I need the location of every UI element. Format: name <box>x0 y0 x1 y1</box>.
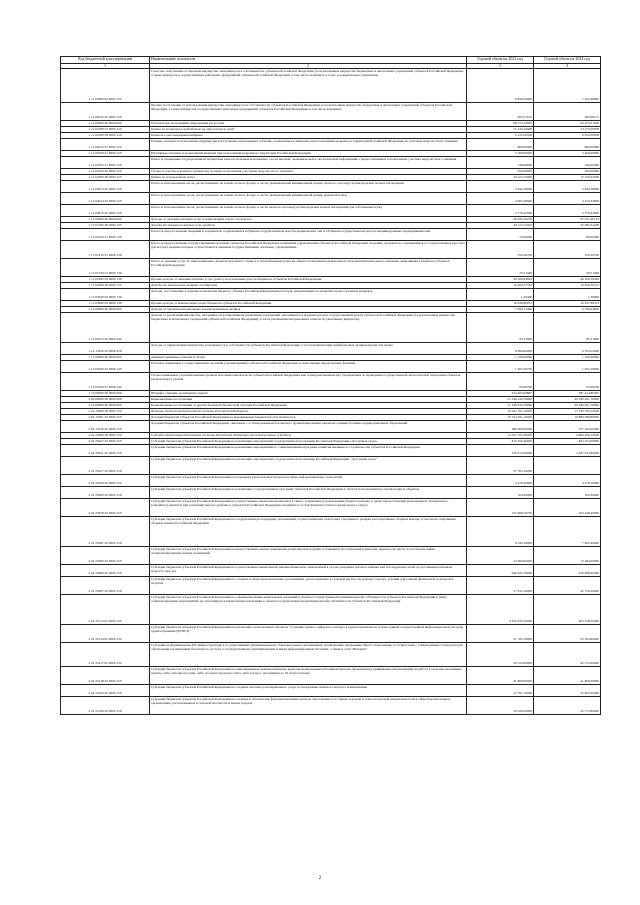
row-value-2023: 11 021 931,00000 <box>467 432 534 438</box>
row-value-2023: 4 476,50000 <box>467 474 534 486</box>
row-name: Субсидии бюджетам субъектов Российской Федерации на государственную поддержку организаций, осуществляющих подготовку спортивного резерва для спортивных сборных команд, в том числе спортивных сборных команд Российской Федерации <box>150 516 467 546</box>
row-name: Доходы от реализации имущества, находящегося в оперативном управлении учреждений, находящихся в ведении органов государственной власти субъектов Российской Федерации (за исключением имущества бюджетных и автономных учреждений субъектов Российской Федерации), в части реализации материальных запасов по указанному имуществу <box>150 312 467 342</box>
row-name: Субсидии на формирование ИТ-инфраструктуры в государственных (муниципальных) образовательных организациях, реализующих программы общего образования, в соответствии с утвержденным стандартом для обеспечения в помещениях безопасного доступа к государственным, муниципальным и иным информационным системам, а также к сети "Интернет" <box>150 642 467 666</box>
row-value-2024: 7 102,46800 <box>534 68 601 102</box>
row-code: 1 12 02012 01 0000 120 <box>61 138 150 150</box>
row-value-2024: 32 082,54400 <box>534 222 601 228</box>
row-code: 1 12 00000 00 0000 000 <box>61 120 150 126</box>
header-name: Наименование показателя <box>150 57 467 64</box>
row-value-2023: 16 553 491,10000 <box>467 414 534 420</box>
row-value-2023: 104,30000 <box>467 486 534 498</box>
row-code: 2 02 15010 02 0000 150 <box>61 420 150 432</box>
row-value-2023: 85,11900 <box>467 312 534 342</box>
row-code: 2 02 25081 02 0000 150 <box>61 516 150 546</box>
header-code: Код бюджетной классификации <box>61 57 150 64</box>
row-name: Доходы от компенсации затрат государства <box>150 282 467 288</box>
row-value-2024: 381 414,80465 <box>534 390 601 396</box>
row-value-2023: 6 545,10000 <box>467 516 534 546</box>
row-value-2024: 32 903,20000 <box>534 684 601 696</box>
row-code: 1 12 01000 01 0000 120 <box>61 126 150 132</box>
row-value-2024: 74 273,09000 <box>534 126 601 132</box>
row-name: Штрафы, санкции, возмещение ущерба <box>150 390 467 396</box>
row-name: Плата за оказание услуг по присоединению объектов дорожного сервиса к автомобильным дорогам общего пользования регионального или межмуниципального значения, зачисляемая в бюджеты субъектов Российской Федерации <box>150 258 467 276</box>
row-value-2024: 16 647,86313 <box>534 300 601 306</box>
row-code: 1 14 02072 02 0000 440 <box>61 312 150 342</box>
row-code: 2 02 25113 02 0000 150 <box>61 594 150 624</box>
row-value-2024: 4 476,50000 <box>534 474 601 486</box>
row-value-2023: 21 765,10000 <box>467 624 534 642</box>
row-code: 1 15 02020 02 0000 140 <box>61 360 150 372</box>
row-value-2024: 4 152,33000 <box>534 192 601 204</box>
column-number-1: 1 <box>61 63 150 68</box>
table-row <box>61 240 601 258</box>
row-value-2023: 292,00000 <box>467 168 534 174</box>
table-row <box>61 684 601 696</box>
row-code: 2 02 25163 02 0000 150 <box>61 684 150 696</box>
row-value-2024 <box>534 456 601 474</box>
row-code: 1 13 02000 00 0000 130 <box>61 282 150 288</box>
row-value-2024: 49 189 061,76000 <box>534 402 601 408</box>
row-value-2023: 4 352 035,50000 <box>467 594 534 624</box>
row-name: Субсидии бюджетам субъектов Российской Федерации на осуществление ежемесячной выплаты в связи с рождением (усыновлением) первого ребенка, в целях предоставления регионального материнского (семейного) капитала при рождении третьего ребенка в субъектах Российской Федерации, входящих в состав Дальневосточного федерального округа <box>150 498 467 516</box>
row-value-2024: 2 776,32000 <box>534 204 601 216</box>
column-number-4: 4 <box>534 63 601 68</box>
row-value-2023: 37 763,10200 <box>467 456 534 474</box>
row-value-2023: 19 528,20000 <box>467 696 534 714</box>
row-value-2024: 1 190,96000 <box>534 354 601 360</box>
row-value-2023: 640 022,70000 <box>467 564 534 576</box>
table-row <box>61 102 601 120</box>
row-code: 2 02 25027 02 0000 150 <box>61 456 150 474</box>
row-code: 2 02 25021 02 0000 150 <box>61 444 150 456</box>
row-name: Плата за предоставление сведений и документов, содержащихся в Едином государственном реестре юридических лиц и в Едином государственном реестре индивидуальных предпринимателей <box>150 228 467 240</box>
table-row <box>61 180 601 192</box>
row-code: 1 15 00000 00 0000 000 <box>61 354 150 360</box>
header-2024: Годовой объем на 2024 год <box>534 57 601 64</box>
row-value-2024: 40 109,56300 <box>534 276 601 282</box>
row-name: Плата за использование лесов <box>150 174 467 180</box>
table-row <box>61 312 601 342</box>
row-code: 1 12 02102 02 0000 120 <box>61 168 150 174</box>
row-value-2023: 1,29400 <box>467 288 534 300</box>
row-value-2024: 26,51400 <box>534 258 601 276</box>
page-number: 2 <box>318 876 322 881</box>
row-value-2023: 810 550,40000 <box>467 438 534 444</box>
table-row <box>61 258 601 276</box>
row-value-2023: 16 040,80053 <box>467 300 534 306</box>
row-code: 2 02 25078 02 0000 150 <box>61 498 150 516</box>
table-row <box>61 456 601 474</box>
row-value-2023: 356,26700 <box>467 240 534 258</box>
budget-table-sheet <box>60 56 599 715</box>
row-code: 1 12 00042 02 0000 120 <box>61 102 150 120</box>
row-name: Плата за использование лесов, расположенных на землях лесного фонда, в части, превышающей минимальный размер платы по договору купли-продажи лесных насаждений <box>150 180 467 192</box>
row-name: Субсидии бюджетам субъектов Российской Федерации на поддержку региональных проектов в сфере информационных технологий <box>150 474 467 486</box>
table-row <box>61 516 601 546</box>
row-name: Субсидии бюджетам субъектов Российской Федерации на реализацию государственных программ субъектов Российской Федерации в области использования и охраны водных объектов <box>150 486 467 498</box>
row-value-2024: 5 400,00000 <box>534 150 601 156</box>
budget-table <box>60 56 601 715</box>
row-code: 2 02 25097 02 0000 150 <box>61 576 150 594</box>
row-value-2024: 6 786,64000 <box>534 306 601 312</box>
row-name: Прочие доходы от оказания платных услуг (работ) получателями средств бюджетов субъектов Российской Федерации <box>150 276 467 282</box>
row-code: 1 13 01520 01 0000 130 <box>61 258 150 276</box>
row-value-2024: 7 605,40000 <box>534 516 601 546</box>
row-name: Административные платежи и сборы <box>150 354 467 360</box>
row-name: Субсидии бюджетам субъектов Российской Федерации на осуществление ежемесячной денежной выплаты, назначаемой в случае рождения третьего ребенка или последующих детей до достижения ребенком возраста трех лет <box>150 564 467 576</box>
row-name: Сборы, взимаемые уполномоченным органом исполнительной власти субъекта Российской Федерации или подведомственным ему учреждением за проведение государственной экологической экспертизы объектов регионального уровня <box>150 372 467 390</box>
row-code: 1 13 02992 02 0000 130 <box>61 300 150 306</box>
row-code: 2 02 25117 02 0000 150 <box>61 642 150 666</box>
table-row <box>61 486 601 498</box>
row-name: Плата за предоставление государственными органами субъектов Российской Федерации, казенными учреждениями субъектов Российской Федерации сведений, документов, содержащихся в государственных реестрах (регистрах), ведение которых осуществляется данными государственными органами, учреждениями <box>150 240 467 258</box>
row-name: Прочие поступления от использования имущества, находящегося в собственности субъектов Российской Федерации (за исключением имущества бюджетных и автономных учреждений субъектов Российской Федерации, а также имущества государственных унитарных предприятий субъектов Российской Федерации, в том числе казенных) <box>150 102 467 120</box>
row-value-2024: 9 869 436,10000 <box>534 432 601 438</box>
row-name: Регулярные платежи за пользование недрами при пользовании недрами на территории Российской Федерации <box>150 150 467 156</box>
table-row <box>61 192 601 204</box>
row-value-2023: 6 830,29000 <box>467 68 534 102</box>
table-row <box>61 228 601 240</box>
row-value-2024: 49 189 061,76000 <box>534 396 601 402</box>
table-row <box>61 204 601 216</box>
row-value-2023: 47 791,70000 <box>467 684 534 696</box>
row-value-2023: 20 722,60000 <box>467 642 534 666</box>
table-row <box>61 498 601 516</box>
row-code: 1 12 04014 02 0000 120 <box>61 192 150 204</box>
table-row <box>61 666 601 684</box>
row-code: 1 14 13020 02 0000 410 <box>61 342 150 354</box>
row-value-2024: 483,99117 <box>534 102 601 120</box>
row-code: 2 02 25028 02 0000 150 <box>61 474 150 486</box>
row-name: Дотации бюджетам бюджетной системы Российской Федерации <box>150 408 467 414</box>
row-value-2023: 10 423,79000 <box>467 174 534 180</box>
row-name: Средства, получаемые от передачи имущества, находящегося в собственности субъектов Российской Федерации (за исключением имущества бюджетных и автономных учреждений субъектов Российской Федерации, а также имущества государственных унитарных предприятий субъектов Российской Федерации, в том числе казенных), в залог, в доверительное управление <box>150 68 467 102</box>
row-name: Безвозмездные поступления <box>150 396 467 402</box>
row-value-2024: 356,26700 <box>534 240 601 258</box>
row-value-2023: 25,51420 <box>467 258 534 276</box>
row-name: Разовые платежи за пользование недрами при наступлении определенных событий, оговоренных в лицензии, при пользовании недрами на территории Российской Федерации по участкам недр местного значения <box>150 138 467 150</box>
row-code: 1 13 01992 02 0000 130 <box>61 276 150 282</box>
row-value-2023: 39 526,94823 <box>467 276 534 282</box>
row-value-2023: 465,37612 <box>467 102 534 120</box>
row-value-2024: 1 467 613,86000 <box>534 444 601 456</box>
row-value-2023: 800,00000 <box>467 138 534 150</box>
row-value-2024: 23 564,80000 <box>534 624 601 642</box>
row-value-2023: 5 200,00000 <box>467 150 534 156</box>
row-code: 2 00 00000 00 0000 000 <box>61 396 150 402</box>
table-row <box>61 420 601 432</box>
row-name: Сборы за участие в конкурсе (аукционе) на право пользования участками недр местного значения <box>150 168 467 174</box>
row-code: 1 13 01410 01 0000 130 <box>61 240 150 258</box>
row-value-2024: 104,30000 <box>534 486 601 498</box>
row-name: Субсидии бюджетам субъектов Российской Федерации на предоставление жилых помещений детям-сиротам и детям, оставшимся без попечения родителей, лицам из их числа по договорам найма специализированных жилых помещений <box>150 546 467 564</box>
row-value-2024: 1,30000 <box>534 288 601 300</box>
row-value-2024: 843 372,00000 <box>534 438 601 444</box>
row-code: 1 11 09080 02 0000 120 <box>61 68 150 102</box>
table-row <box>61 696 601 714</box>
row-value-2023: 37 812,10000 <box>467 576 534 594</box>
row-code: 2 02 25084 02 0000 150 <box>61 564 150 576</box>
row-value-2024: 80,00000 <box>534 228 601 240</box>
table-row <box>61 642 601 666</box>
row-value-2024: 85,11900 <box>534 312 601 342</box>
table-row <box>61 576 601 594</box>
row-value-2024: 13 284,60000 <box>534 546 601 564</box>
table-row <box>61 444 601 456</box>
row-value-2024: 3 642,18000 <box>534 180 601 192</box>
row-value-2023: 71 416,43000 <box>467 126 534 132</box>
row-value-2023: 254 463,06867 <box>467 390 534 396</box>
row-code: 2 02 20000 00 0000 150 <box>61 432 150 438</box>
row-code: 2 02 00000 00 0000 000 <box>61 402 150 408</box>
table-row <box>61 624 601 642</box>
row-value-2024: 94 475,01500 <box>534 120 601 126</box>
row-name: Плата за использование лесов, расположенных на землях лесного фонда, в части, превышающей минимальный размер арендной платы <box>150 192 467 204</box>
row-code: 1 15 07020 01 0000 140 <box>61 372 150 390</box>
row-name: Плата за негативное воздействие на окружающую среду <box>150 126 467 132</box>
table-row <box>61 372 601 390</box>
row-name: Субсидии бюджетам субъектов Российской Федерации на реализацию мероприятий по стимулированию программ развития жилищного строительства субъектов Российской Федерации <box>150 444 467 456</box>
row-code: 1 16 00000 00 0000 000 <box>61 390 150 396</box>
row-name: Субсидии бюджетам бюджетной системы Российской Федерации (межбюджетные субсидии) <box>150 432 467 438</box>
column-number-2: 2 <box>150 63 467 68</box>
row-value-2024: 140,00000 <box>534 156 601 168</box>
row-value-2023: 6 432,00000 <box>467 132 534 138</box>
header-2023: Годовой объем на 2023 год <box>467 57 534 64</box>
row-code: 2 02 25138 02 0000 150 <box>61 666 150 684</box>
row-code: 1 12 04000 00 0000 120 <box>61 174 150 180</box>
row-value-2023: 140,00000 <box>467 156 534 168</box>
row-value-2024: 6 632,00000 <box>534 132 601 138</box>
row-code: 2 02 25114 02 0000 150 <box>61 624 150 642</box>
table-row <box>61 546 601 564</box>
row-name: Субсидии бюджетам субъектов Российской Федерации на единовременные компенсационные выплаты медицинским работникам (врачам, фельдшерам), прибывшим (переехавшим) на работу в сельские населенные пункты, либо рабочие поселки, либо поселки городского типа, либо города с населением до 50 тысяч человек <box>150 666 467 684</box>
row-name: Доходы от оказания платных услуг (работ) <box>150 222 467 228</box>
row-value-2024: 800,00000 <box>534 138 601 150</box>
row-code: 2 02 25065 02 0000 150 <box>61 486 150 498</box>
row-name: Субсидии бюджетам субъектов Российской Федерации на софинансирование капитальных вложений в объекты государственной (муниципальной) собственности субъектов Российской Федерации и (или) софинансирование мероприятий, не относящихся к капитальным вложениям в объекты государственной (муниципальной) собственности субъектов Российской Федерации <box>150 594 467 624</box>
row-value-2023: 56 633,10276 <box>467 216 534 222</box>
row-code: 1 12 02052 01 0000 120 <box>61 156 150 168</box>
row-value-2023: 2 776,32500 <box>467 204 534 216</box>
row-name: Доходы от оказания платных услуг и компенсации затрат государства <box>150 216 467 222</box>
table-row <box>61 138 601 150</box>
row-code: 2 02 15001 02 0000 150 <box>61 414 150 420</box>
row-value-2024: 6 704,52000 <box>534 342 601 354</box>
row-code: 2 02 25082 02 0000 150 <box>61 546 150 564</box>
row-name: Субсидии бюджетам субъектов Российской Федерации на создание в общеобразовательных организациях, расположенных в сельской местности и малых городах, условий для занятий физической культурой и спортом <box>150 576 467 594</box>
row-value-2023: 13 084,60000 <box>467 546 534 564</box>
row-value-2023: 51 348 243,76000 <box>467 396 534 402</box>
column-number-3: 3 <box>467 63 534 68</box>
row-value-2024: 10 570,92000 <box>534 174 601 180</box>
row-value-2024: 95,69700 <box>534 372 601 390</box>
row-value-2024: 97 331,40713 <box>534 216 601 222</box>
row-code: 1 12 04013 02 0000 120 <box>61 180 150 192</box>
row-name: Дотации бюджетам субъектов Российской Федерации на выравнивание бюджетной обеспеченности <box>150 414 467 420</box>
row-code: 1 12 04015 02 0000 120 <box>61 204 150 216</box>
row-value-2023: 40 172,72923 <box>467 222 534 228</box>
table-row <box>61 68 601 102</box>
row-value-2024: 163 248,40000 <box>534 498 601 516</box>
row-name: Платежи при пользовании недрами <box>150 132 467 138</box>
row-value-2023: 1 005,26700 <box>467 360 534 372</box>
row-code: 1 13 02040 02 0000 130 <box>61 288 150 300</box>
row-value-2024: 17 743 790,10000 <box>534 408 601 414</box>
row-value-2023: 389 300,00000 <box>467 420 534 432</box>
row-name: Безвозмездные поступления от других бюджетов бюджетной системы Российской Федерации <box>150 402 467 408</box>
row-code: 1 12 02000 00 0000 120 <box>61 132 150 138</box>
row-code: 2 02 10000 00 0000 150 <box>61 408 150 414</box>
row-code: 1 12 02030 01 0000 120 <box>61 150 150 156</box>
row-code: 1 13 01020 01 0000 130 <box>61 228 150 240</box>
table-row <box>61 360 601 372</box>
row-value-2024: 41 800,00000 <box>534 666 601 684</box>
row-value-2024: 16 889 588,80000 <box>534 414 601 420</box>
row-name: Дотации бюджетам субъектов Российской Федерации, связанные с особым режимом безопасного функционирования закрытых административно-территориальных образований <box>150 420 467 432</box>
row-value-2023: 51 348 243,76000 <box>467 402 534 408</box>
row-value-2024: 92 515,60000 <box>534 642 601 666</box>
row-name: Субсидии бюджетам субъектов Российской Федерации на реализацию мероприятий государственной программы Российской Федерации «Доступная среда» <box>150 438 467 444</box>
row-name: Субсидии бюджетам субъектов Российской Федерации на реализацию региональных проектов "Создание единого цифрового контура в здравоохранении на основе единой государственной информационной системы здравоохранения (ЕГИСЗ)" <box>150 624 467 642</box>
row-name: Субсидии бюджетам субъектов Российской Федерации на реализацию мероприятий государственной программы Российской Федерации "Доступная среда" <box>150 456 467 474</box>
table-row <box>61 156 601 168</box>
row-name: Доходы от продажи материальных и нематериальных активов <box>150 306 467 312</box>
row-value-2023: 88 272,22000 <box>467 120 534 126</box>
row-value-2024: 1 005,28000 <box>534 360 601 372</box>
row-code: 1 13 01000 00 0000 130 <box>61 222 150 228</box>
row-value-2024: 405 138,50000 <box>534 594 601 624</box>
row-value-2023: 4 005,28500 <box>467 192 534 204</box>
row-value-2023: 3 642,18000 <box>467 180 534 192</box>
row-value-2024: 292,00000 <box>534 168 601 174</box>
row-value-2023: 41 800,00000 <box>467 666 534 684</box>
row-value-2023: 16 942 791,10000 <box>467 408 534 414</box>
row-value-2024: 42 750,20000 <box>534 576 601 594</box>
row-name: Доходы от приватизации имущества, находящегося в собственности субъектов Российской Федерации, в части приватизации нефинансовых активов имущества казны <box>150 342 467 354</box>
row-value-2023: 95,69700 <box>467 372 534 390</box>
row-name: Платежи при пользовании природными ресурсами <box>150 120 467 126</box>
row-name: Плата за проведение государственной экспертизы запасов полезных ископаемых, геологической, экономической и экологической информации о предоставляемых в пользование участках недр местного значения <box>150 156 467 168</box>
table-row <box>61 342 601 354</box>
row-code: 2 02 25027 02 0000 150 <box>61 438 150 444</box>
row-value-2023: 7 069,71400 <box>467 306 534 312</box>
row-value-2024: 676 968,90000 <box>534 564 601 576</box>
row-value-2023: 16 460,37353 <box>467 282 534 288</box>
row-name: Субсидии бюджетам субъектов Российской Федерации на создание и обеспечение функционирования центров образования естественно-научной и технологической направленностей в общеобразовательных организациях, расположенных в сельской местности и малых городах <box>150 696 467 714</box>
table-row <box>61 288 601 300</box>
table-body <box>61 68 601 714</box>
row-name: Плата за использование лесов, расположенных на землях лесного фонда, в части платы по договору купли-продажи лесных насаждений для собственных нужд <box>150 204 467 216</box>
row-value-2024: 16 649,56313 <box>534 282 601 288</box>
row-name: Платежи, взимаемые государственными органами (организациями) субъектов Российской Федерации за выполнение определенных функций <box>150 360 467 372</box>
row-value-2023: 1 190,96000 <box>467 354 534 360</box>
row-code: 1 13 00000 00 0000 000 <box>61 216 150 222</box>
table-row <box>61 594 601 624</box>
row-value-2023: 157 068,70700 <box>467 498 534 516</box>
row-value-2023: 6 984,60000 <box>467 342 534 354</box>
row-code: 1 14 00000 00 0000 000 <box>61 306 150 312</box>
row-name: Доходы, поступающие в порядке возмещения бюджету субъекта Российской Федерации расходов, направленных на покрытие процессуальных издержек <box>150 288 467 300</box>
row-value-2024: 357 102,00000 <box>534 420 601 432</box>
row-value-2023: 126 513,50000 <box>467 444 534 456</box>
row-name: Субсидии бюджетам субъектов Российской Федерации на создание системы долговременного ухода за гражданами пожилого возраста и инвалидами <box>150 684 467 696</box>
table-row <box>61 564 601 576</box>
table-row <box>61 474 601 486</box>
row-value-2024: 22 573,80000 <box>534 696 601 714</box>
row-code: 2 02 25169 02 0000 150 <box>61 696 150 714</box>
row-value-2023: 70,00000 <box>467 228 534 240</box>
row-name: Прочие доходы от компенсации затрат бюджетов субъектов Российской Федерации <box>150 300 467 306</box>
